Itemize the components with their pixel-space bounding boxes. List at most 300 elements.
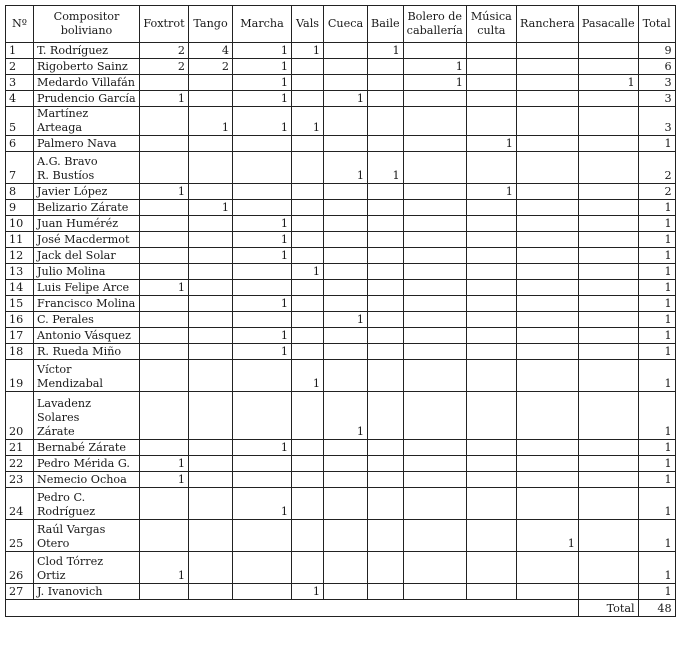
composer-name-cell bbox=[34, 296, 140, 312]
table-row bbox=[6, 472, 676, 488]
value-cell-baile bbox=[368, 59, 404, 75]
value-cell-baile bbox=[368, 520, 404, 552]
composer-name-cell bbox=[34, 136, 140, 152]
composer-name-cell bbox=[34, 584, 140, 600]
value-cell-baile bbox=[368, 248, 404, 264]
value-cell-marcha bbox=[233, 472, 292, 488]
composer-name-cell bbox=[34, 344, 140, 360]
value-cell-musica-culta bbox=[466, 456, 516, 472]
value-cell-marcha: 1 bbox=[233, 296, 292, 312]
row-number-cell: 17 bbox=[6, 328, 34, 344]
row-total-cell: 1 bbox=[638, 200, 675, 216]
composer-name-cell bbox=[34, 328, 140, 344]
value-cell-foxtrot bbox=[140, 232, 189, 248]
value-cell-tango bbox=[189, 152, 233, 184]
value-cell-ranchera bbox=[516, 136, 578, 152]
value-cell-bolero: 1 bbox=[403, 59, 466, 75]
row-total-cell: 1 bbox=[638, 216, 675, 232]
footer-spacer bbox=[6, 600, 579, 617]
row-total-cell: 1 bbox=[638, 472, 675, 488]
value-cell-baile bbox=[368, 552, 404, 584]
value-cell-tango bbox=[189, 584, 233, 600]
header-cell-marcha: Marcha bbox=[233, 6, 292, 43]
value-cell-marcha bbox=[233, 360, 292, 392]
row-number-cell: 19 bbox=[6, 360, 34, 392]
value-cell-cueca bbox=[324, 107, 368, 136]
value-cell-marcha bbox=[233, 280, 292, 296]
header-cell-musica-culta: Música culta bbox=[466, 6, 516, 43]
value-cell-baile bbox=[368, 344, 404, 360]
composer-name: J. Ivanovich bbox=[37, 585, 103, 598]
table-row bbox=[6, 152, 676, 184]
value-cell-bolero bbox=[403, 472, 466, 488]
value-cell-pasacalle bbox=[578, 152, 638, 184]
composer-name: Medardo Villafán bbox=[37, 76, 136, 89]
row-number-cell: 6 bbox=[6, 136, 34, 152]
table-row bbox=[6, 216, 676, 232]
value-cell-ranchera bbox=[516, 584, 578, 600]
row-total-cell: 9 bbox=[638, 43, 675, 59]
value-cell-cueca bbox=[324, 264, 368, 280]
value-cell-bolero bbox=[403, 344, 466, 360]
value-cell-vals bbox=[292, 456, 324, 472]
value-cell-musica-culta bbox=[466, 296, 516, 312]
value-cell-ranchera bbox=[516, 344, 578, 360]
footer-total-value: 48 bbox=[638, 600, 675, 617]
value-cell-musica-culta bbox=[466, 200, 516, 216]
value-cell-bolero bbox=[403, 232, 466, 248]
value-cell-vals bbox=[292, 152, 324, 184]
table-row bbox=[6, 91, 676, 107]
value-cell-musica-culta bbox=[466, 232, 516, 248]
table-row bbox=[6, 75, 676, 91]
value-cell-ranchera bbox=[516, 552, 578, 584]
value-cell-ranchera bbox=[516, 200, 578, 216]
row-total-cell: 1 bbox=[638, 440, 675, 456]
value-cell-cueca bbox=[324, 456, 368, 472]
value-cell-bolero bbox=[403, 488, 466, 520]
value-cell-pasacalle bbox=[578, 552, 638, 584]
value-cell-marcha: 1 bbox=[233, 440, 292, 456]
value-cell-marcha: 1 bbox=[233, 344, 292, 360]
value-cell-marcha bbox=[233, 552, 292, 584]
header-row bbox=[6, 6, 676, 43]
row-number-cell: 13 bbox=[6, 264, 34, 280]
value-cell-foxtrot bbox=[140, 440, 189, 456]
value-cell-baile bbox=[368, 472, 404, 488]
value-cell-marcha: 1 bbox=[233, 232, 292, 248]
row-total-cell: 1 bbox=[638, 392, 675, 440]
value-cell-pasacalle bbox=[578, 344, 638, 360]
row-total-cell: 1 bbox=[638, 488, 675, 520]
row-number-cell: 3 bbox=[6, 75, 34, 91]
composer-name-cell bbox=[34, 472, 140, 488]
value-cell-ranchera: 1 bbox=[516, 520, 578, 552]
composer-name-cell bbox=[34, 488, 140, 520]
row-number-cell: 7 bbox=[6, 152, 34, 184]
header-cell-tango: Tango bbox=[189, 6, 233, 43]
value-cell-baile: 1 bbox=[368, 152, 404, 184]
value-cell-cueca bbox=[324, 43, 368, 59]
value-cell-foxtrot bbox=[140, 520, 189, 552]
row-total-cell: 2 bbox=[638, 184, 675, 200]
value-cell-cueca bbox=[324, 216, 368, 232]
value-cell-foxtrot bbox=[140, 136, 189, 152]
row-number-cell: 26 bbox=[6, 552, 34, 584]
value-cell-ranchera bbox=[516, 216, 578, 232]
value-cell-bolero bbox=[403, 360, 466, 392]
row-total-cell: 1 bbox=[638, 248, 675, 264]
composer-name-cell bbox=[34, 440, 140, 456]
composer-name: Prudencio García bbox=[37, 92, 136, 105]
composer-genre-table bbox=[5, 5, 676, 617]
composer-name: Clod Tórrez Ortiz bbox=[37, 555, 104, 582]
value-cell-musica-culta bbox=[466, 107, 516, 136]
value-cell-foxtrot bbox=[140, 584, 189, 600]
value-cell-pasacalle bbox=[578, 43, 638, 59]
value-cell-foxtrot bbox=[140, 488, 189, 520]
value-cell-marcha bbox=[233, 136, 292, 152]
row-total-cell: 3 bbox=[638, 91, 675, 107]
value-cell-vals bbox=[292, 552, 324, 584]
table-row bbox=[6, 248, 676, 264]
value-cell-marcha bbox=[233, 584, 292, 600]
value-cell-musica-culta bbox=[466, 392, 516, 440]
row-number-cell: 22 bbox=[6, 456, 34, 472]
value-cell-tango bbox=[189, 75, 233, 91]
value-cell-musica-culta bbox=[466, 344, 516, 360]
value-cell-pasacalle bbox=[578, 472, 638, 488]
value-cell-cueca bbox=[324, 344, 368, 360]
composer-name-cell bbox=[34, 232, 140, 248]
value-cell-foxtrot: 1 bbox=[140, 472, 189, 488]
value-cell-musica-culta bbox=[466, 488, 516, 520]
value-cell-bolero bbox=[403, 552, 466, 584]
value-cell-musica-culta bbox=[466, 472, 516, 488]
value-cell-marcha bbox=[233, 184, 292, 200]
value-cell-vals: 1 bbox=[292, 264, 324, 280]
value-cell-cueca bbox=[324, 552, 368, 584]
value-cell-tango: 4 bbox=[189, 43, 233, 59]
value-cell-vals bbox=[292, 520, 324, 552]
value-cell-foxtrot bbox=[140, 328, 189, 344]
composer-name: Pedro Mérida G. bbox=[37, 457, 130, 470]
table-row bbox=[6, 584, 676, 600]
composer-name-cell bbox=[34, 280, 140, 296]
value-cell-tango bbox=[189, 344, 233, 360]
value-cell-bolero bbox=[403, 280, 466, 296]
value-cell-bolero bbox=[403, 248, 466, 264]
table-row bbox=[6, 107, 676, 136]
row-number-cell: 16 bbox=[6, 312, 34, 328]
row-number-cell: 10 bbox=[6, 216, 34, 232]
value-cell-vals bbox=[292, 488, 324, 520]
value-cell-tango bbox=[189, 520, 233, 552]
header-cell-number: Nº bbox=[6, 6, 34, 43]
value-cell-pasacalle bbox=[578, 440, 638, 456]
footer-total-label: Total bbox=[578, 600, 638, 617]
value-cell-ranchera bbox=[516, 107, 578, 136]
value-cell-tango bbox=[189, 296, 233, 312]
value-cell-bolero bbox=[403, 296, 466, 312]
value-cell-ranchera bbox=[516, 59, 578, 75]
row-number-cell: 11 bbox=[6, 232, 34, 248]
value-cell-baile bbox=[368, 392, 404, 440]
value-cell-cueca bbox=[324, 59, 368, 75]
value-cell-foxtrot bbox=[140, 312, 189, 328]
value-cell-tango bbox=[189, 360, 233, 392]
value-cell-baile bbox=[368, 91, 404, 107]
composer-table-container bbox=[5, 5, 676, 617]
composer-name: C. Perales bbox=[37, 313, 94, 326]
table-row bbox=[6, 488, 676, 520]
row-number-cell: 23 bbox=[6, 472, 34, 488]
table-row bbox=[6, 43, 676, 59]
value-cell-vals: 1 bbox=[292, 360, 324, 392]
value-cell-foxtrot: 2 bbox=[140, 59, 189, 75]
row-total-cell: 1 bbox=[638, 360, 675, 392]
row-total-cell: 1 bbox=[638, 264, 675, 280]
value-cell-bolero bbox=[403, 312, 466, 328]
table-row bbox=[6, 184, 676, 200]
row-total-cell: 2 bbox=[638, 152, 675, 184]
value-cell-vals bbox=[292, 440, 324, 456]
value-cell-cueca bbox=[324, 296, 368, 312]
value-cell-pasacalle bbox=[578, 488, 638, 520]
value-cell-ranchera bbox=[516, 280, 578, 296]
value-cell-cueca: 1 bbox=[324, 312, 368, 328]
row-number-cell: 1 bbox=[6, 43, 34, 59]
value-cell-musica-culta bbox=[466, 520, 516, 552]
table-row bbox=[6, 344, 676, 360]
value-cell-vals bbox=[292, 296, 324, 312]
value-cell-foxtrot: 1 bbox=[140, 280, 189, 296]
value-cell-foxtrot bbox=[140, 75, 189, 91]
value-cell-marcha bbox=[233, 392, 292, 440]
value-cell-musica-culta: 1 bbox=[466, 184, 516, 200]
row-total-cell: 6 bbox=[638, 59, 675, 75]
header-cell-cueca: Cueca bbox=[324, 6, 368, 43]
value-cell-ranchera bbox=[516, 296, 578, 312]
value-cell-bolero bbox=[403, 136, 466, 152]
value-cell-tango bbox=[189, 91, 233, 107]
value-cell-baile bbox=[368, 328, 404, 344]
value-cell-cueca bbox=[324, 360, 368, 392]
row-total-cell: 1 bbox=[638, 280, 675, 296]
row-number-cell: 18 bbox=[6, 344, 34, 360]
value-cell-ranchera bbox=[516, 43, 578, 59]
value-cell-vals: 1 bbox=[292, 584, 324, 600]
value-cell-bolero bbox=[403, 43, 466, 59]
composer-name-cell bbox=[34, 59, 140, 75]
value-cell-ranchera bbox=[516, 392, 578, 440]
value-cell-bolero bbox=[403, 91, 466, 107]
value-cell-baile bbox=[368, 232, 404, 248]
value-cell-marcha: 1 bbox=[233, 59, 292, 75]
value-cell-marcha bbox=[233, 520, 292, 552]
value-cell-foxtrot bbox=[140, 296, 189, 312]
table-row bbox=[6, 312, 676, 328]
composer-name: Pedro C. Rodríguez bbox=[37, 491, 96, 518]
value-cell-cueca bbox=[324, 472, 368, 488]
value-cell-vals bbox=[292, 200, 324, 216]
value-cell-tango bbox=[189, 264, 233, 280]
value-cell-marcha: 1 bbox=[233, 216, 292, 232]
value-cell-pasacalle bbox=[578, 216, 638, 232]
value-cell-baile bbox=[368, 280, 404, 296]
composer-name-cell bbox=[34, 107, 140, 136]
value-cell-tango: 1 bbox=[189, 200, 233, 216]
value-cell-vals: 1 bbox=[292, 107, 324, 136]
row-number-cell: 8 bbox=[6, 184, 34, 200]
value-cell-ranchera bbox=[516, 248, 578, 264]
value-cell-musica-culta bbox=[466, 552, 516, 584]
value-cell-cueca bbox=[324, 184, 368, 200]
value-cell-ranchera bbox=[516, 75, 578, 91]
composer-name: Jack del Solar bbox=[37, 249, 116, 262]
composer-name: Víctor Mendizabal bbox=[37, 363, 103, 390]
composer-name-cell bbox=[34, 184, 140, 200]
value-cell-tango bbox=[189, 312, 233, 328]
value-cell-musica-culta bbox=[466, 264, 516, 280]
composer-name: A.G. Bravo R. Bustíos bbox=[37, 155, 98, 182]
value-cell-vals bbox=[292, 232, 324, 248]
composer-name-cell bbox=[34, 520, 140, 552]
composer-name: Bernabé Zárate bbox=[37, 441, 126, 454]
value-cell-cueca bbox=[324, 232, 368, 248]
composer-name-cell bbox=[34, 552, 140, 584]
row-total-cell: 3 bbox=[638, 107, 675, 136]
value-cell-marcha: 1 bbox=[233, 488, 292, 520]
table-row bbox=[6, 360, 676, 392]
composer-name: R. Rueda Miño bbox=[37, 345, 122, 358]
table-body bbox=[6, 43, 676, 600]
value-cell-ranchera bbox=[516, 440, 578, 456]
value-cell-vals bbox=[292, 392, 324, 440]
row-total-cell: 1 bbox=[638, 552, 675, 584]
value-cell-musica-culta bbox=[466, 440, 516, 456]
value-cell-pasacalle bbox=[578, 184, 638, 200]
value-cell-baile bbox=[368, 184, 404, 200]
composer-name: Nemecio Ochoa bbox=[37, 473, 127, 486]
table-row bbox=[6, 440, 676, 456]
value-cell-pasacalle bbox=[578, 232, 638, 248]
value-cell-baile bbox=[368, 216, 404, 232]
row-total-cell: 1 bbox=[638, 328, 675, 344]
composer-name-cell bbox=[34, 43, 140, 59]
row-number-cell: 24 bbox=[6, 488, 34, 520]
value-cell-marcha bbox=[233, 456, 292, 472]
value-cell-ranchera bbox=[516, 328, 578, 344]
value-cell-marcha bbox=[233, 264, 292, 280]
row-number-cell: 15 bbox=[6, 296, 34, 312]
value-cell-pasacalle bbox=[578, 107, 638, 136]
value-cell-vals bbox=[292, 344, 324, 360]
table-row bbox=[6, 264, 676, 280]
value-cell-tango bbox=[189, 440, 233, 456]
composer-name-cell bbox=[34, 360, 140, 392]
value-cell-tango bbox=[189, 472, 233, 488]
value-cell-ranchera bbox=[516, 152, 578, 184]
table-row bbox=[6, 392, 676, 440]
value-cell-foxtrot bbox=[140, 248, 189, 264]
value-cell-foxtrot bbox=[140, 360, 189, 392]
value-cell-ranchera bbox=[516, 232, 578, 248]
value-cell-ranchera bbox=[516, 360, 578, 392]
value-cell-tango bbox=[189, 248, 233, 264]
value-cell-foxtrot: 1 bbox=[140, 552, 189, 584]
composer-name: Martínez Arteaga bbox=[37, 107, 89, 134]
row-total-cell: 1 bbox=[638, 296, 675, 312]
value-cell-ranchera bbox=[516, 488, 578, 520]
value-cell-cueca: 1 bbox=[324, 152, 368, 184]
value-cell-vals bbox=[292, 216, 324, 232]
value-cell-cueca bbox=[324, 75, 368, 91]
header-cell-ranchera: Ranchera bbox=[516, 6, 578, 43]
value-cell-tango bbox=[189, 136, 233, 152]
composer-name: Luis Felipe Arce bbox=[37, 281, 130, 294]
composer-name: Lavadenz Solares Zárate bbox=[37, 397, 91, 438]
value-cell-pasacalle bbox=[578, 248, 638, 264]
value-cell-marcha: 1 bbox=[233, 43, 292, 59]
composer-name: Juan Huméréz bbox=[37, 217, 119, 230]
value-cell-marcha: 1 bbox=[233, 75, 292, 91]
composer-name-cell bbox=[34, 392, 140, 440]
value-cell-bolero bbox=[403, 520, 466, 552]
table-row bbox=[6, 232, 676, 248]
value-cell-baile bbox=[368, 264, 404, 280]
value-cell-musica-culta bbox=[466, 312, 516, 328]
composer-name-cell bbox=[34, 264, 140, 280]
value-cell-baile bbox=[368, 584, 404, 600]
value-cell-pasacalle bbox=[578, 360, 638, 392]
composer-name: Rigoberto Sainz bbox=[37, 60, 128, 73]
value-cell-musica-culta bbox=[466, 216, 516, 232]
value-cell-foxtrot: 1 bbox=[140, 91, 189, 107]
value-cell-baile bbox=[368, 440, 404, 456]
value-cell-cueca bbox=[324, 520, 368, 552]
value-cell-pasacalle bbox=[578, 280, 638, 296]
value-cell-vals: 1 bbox=[292, 43, 324, 59]
row-total-cell: 3 bbox=[638, 75, 675, 91]
value-cell-bolero bbox=[403, 107, 466, 136]
value-cell-baile: 1 bbox=[368, 43, 404, 59]
value-cell-marcha: 1 bbox=[233, 91, 292, 107]
value-cell-baile bbox=[368, 136, 404, 152]
header-cell-total: Total bbox=[638, 6, 675, 43]
value-cell-tango bbox=[189, 184, 233, 200]
value-cell-musica-culta bbox=[466, 328, 516, 344]
value-cell-tango bbox=[189, 488, 233, 520]
value-cell-foxtrot bbox=[140, 344, 189, 360]
value-cell-tango bbox=[189, 552, 233, 584]
composer-name-cell bbox=[34, 456, 140, 472]
value-cell-musica-culta bbox=[466, 152, 516, 184]
row-number-cell: 20 bbox=[6, 392, 34, 440]
table-row bbox=[6, 136, 676, 152]
value-cell-bolero bbox=[403, 584, 466, 600]
value-cell-tango bbox=[189, 328, 233, 344]
value-cell-foxtrot: 1 bbox=[140, 456, 189, 472]
value-cell-vals bbox=[292, 75, 324, 91]
value-cell-tango bbox=[189, 280, 233, 296]
value-cell-bolero bbox=[403, 456, 466, 472]
composer-name-cell bbox=[34, 248, 140, 264]
row-number-cell: 4 bbox=[6, 91, 34, 107]
value-cell-cueca bbox=[324, 440, 368, 456]
table-row bbox=[6, 328, 676, 344]
value-cell-tango: 2 bbox=[189, 59, 233, 75]
